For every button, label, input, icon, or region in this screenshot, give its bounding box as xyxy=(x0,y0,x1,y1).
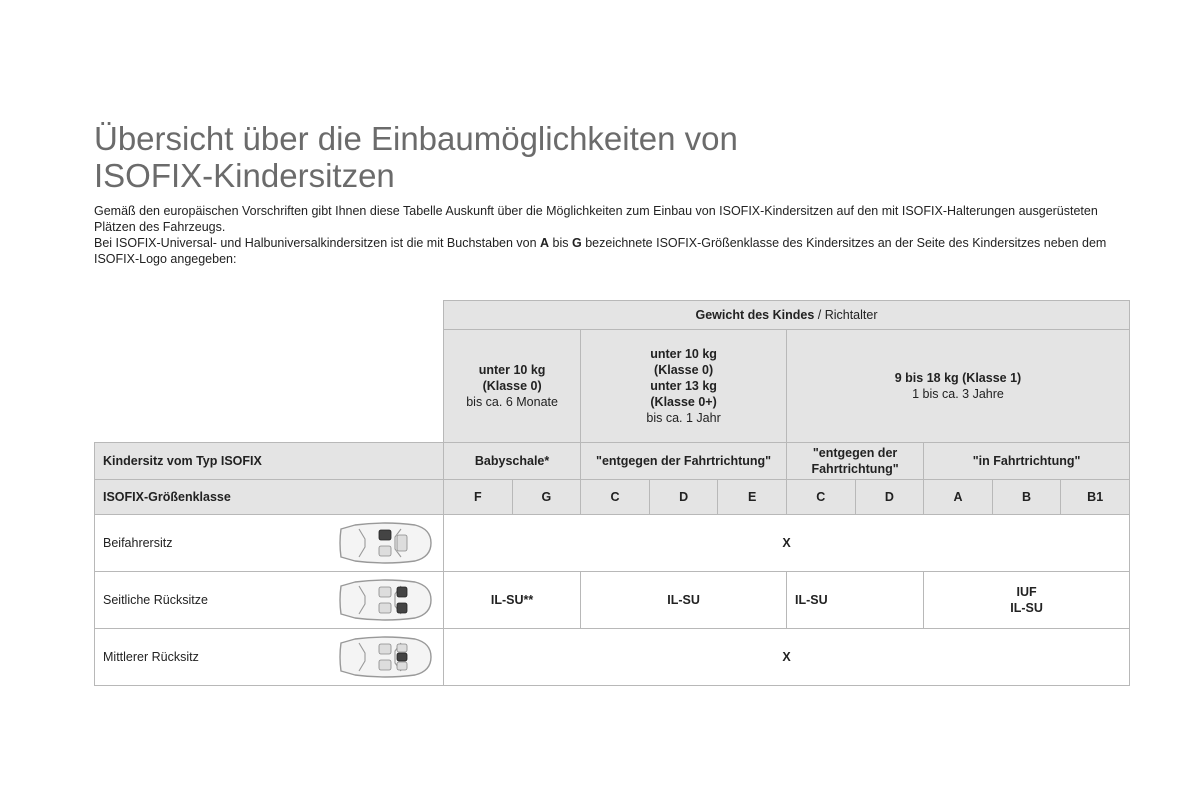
intro-p2-letter-a: A xyxy=(540,236,550,250)
intro-text xyxy=(94,203,1134,267)
intro-p2-text-1: Bei ISOFIX-Universal- und Halbuniversalkindersitzen ist die mit Buchstaben von xyxy=(94,236,541,250)
weight-group-1-line-1: unter 10 kg xyxy=(478,363,546,377)
page-title xyxy=(94,120,1094,194)
weight-group-1-line-2: (Klasse 0) xyxy=(482,379,542,393)
seat-type-row xyxy=(95,443,1130,480)
weight-group-2-line-4: (Klasse 0+) xyxy=(650,395,717,409)
rear-middle-value: X xyxy=(444,629,1130,686)
table-row xyxy=(95,629,1130,686)
intro-p2-letter-g: G xyxy=(572,236,582,250)
size-class-cell: G xyxy=(512,480,581,515)
size-class-cell: E xyxy=(718,480,787,515)
size-class-cell: B xyxy=(992,480,1061,515)
table-corner-blank xyxy=(95,301,444,443)
size-class-cell: C xyxy=(786,480,855,515)
intro-paragraph-2 xyxy=(94,235,1134,267)
size-class-row xyxy=(95,480,1130,515)
seat-type-label: Kindersitz vom Typ ISOFIX xyxy=(95,443,444,480)
title-line-1: Übersicht über die Einbaumöglichkeiten von xyxy=(94,120,738,157)
rear-outer-value-group-3: IL-SU xyxy=(786,572,923,629)
intro-p2-text-3: bezeichnete ISOFIX-Größenklasse des Kindersitzes an der Seite des Kindersitzes neben dem ISOFIX-Logo angegeben: xyxy=(94,236,1107,266)
car-rear-middle-icon xyxy=(335,635,433,679)
intro-p2-text-2: bis xyxy=(549,236,573,250)
weight-group-2-line-3: unter 13 kg xyxy=(650,379,717,393)
car-rear-outer-icon xyxy=(335,578,433,622)
title-line-2: ISOFIX-Kindersitzen xyxy=(94,157,395,194)
size-class-cell: D xyxy=(649,480,718,515)
isofix-table xyxy=(94,300,1130,686)
seat-type-rear-facing-2: "entgegen der Fahrtrichtung" xyxy=(786,443,923,480)
rear-outer-value-group-2: IL-SU xyxy=(581,572,787,629)
seat-type-forward-facing: "in Fahrtrichtung" xyxy=(924,443,1130,480)
weight-header-normal: / Richtalter xyxy=(814,308,878,322)
weight-header-bold: Gewicht des Kindes xyxy=(695,308,815,322)
size-class-cell: F xyxy=(444,480,513,515)
table-header-row xyxy=(95,301,1130,330)
size-class-cell: B1 xyxy=(1061,480,1130,515)
seat-rear-middle xyxy=(95,629,444,686)
weight-group-2-line-2: (Klasse 0) xyxy=(654,363,714,377)
seat-type-rear-facing-1: "entgegen der Fahrtrichtung" xyxy=(581,443,787,480)
weight-group-1 xyxy=(444,330,581,443)
weight-group-3-line-1: 9 bis 18 kg (Klasse 1) xyxy=(894,371,1022,385)
rear-outer-value-ilsu: IL-SU xyxy=(1010,601,1043,615)
weight-group-3 xyxy=(786,330,1129,443)
intro-paragraph-1: Gemäß den europäischen Vorschriften gibt Ihnen diese Tabelle Auskunft über die Möglichkeiten zum Einbau von ISOFIX-Kindersitzen auf den mit ISOFIX-Halterungen ausgerüsteten Plätzen des Fahrzeugs. xyxy=(94,204,1098,234)
weight-group-2-age: bis ca. 1 Jahr xyxy=(646,411,721,425)
seat-rear-outer xyxy=(95,572,444,629)
seat-front-passenger xyxy=(95,515,444,572)
seat-type-babyschale: Babyschale* xyxy=(444,443,581,480)
size-class-label: ISOFIX-Größenklasse xyxy=(95,480,444,515)
rear-outer-value-group-1: IL-SU** xyxy=(444,572,581,629)
weight-group-2 xyxy=(581,330,787,443)
table-row xyxy=(95,572,1130,629)
rear-outer-value-iuf: IUF xyxy=(1016,585,1037,599)
size-class-cell: D xyxy=(855,480,924,515)
seat-name: Mittlerer Rücksitz xyxy=(103,650,199,664)
weight-group-1-age: bis ca. 6 Monate xyxy=(466,395,558,409)
size-class-cell: A xyxy=(924,480,993,515)
seat-name: Seitliche Rücksitze xyxy=(103,593,208,607)
weight-group-2-line-1: unter 10 kg xyxy=(650,347,717,361)
car-front-passenger-icon xyxy=(335,521,433,565)
weight-group-3-age: 1 bis ca. 3 Jahre xyxy=(912,387,1004,401)
front-passenger-value: X xyxy=(444,515,1130,572)
table-row xyxy=(95,515,1130,572)
seat-name: Beifahrersitz xyxy=(103,536,173,550)
weight-header xyxy=(444,301,1130,330)
size-class-cell: C xyxy=(581,480,650,515)
rear-outer-value-group-4 xyxy=(924,572,1130,629)
